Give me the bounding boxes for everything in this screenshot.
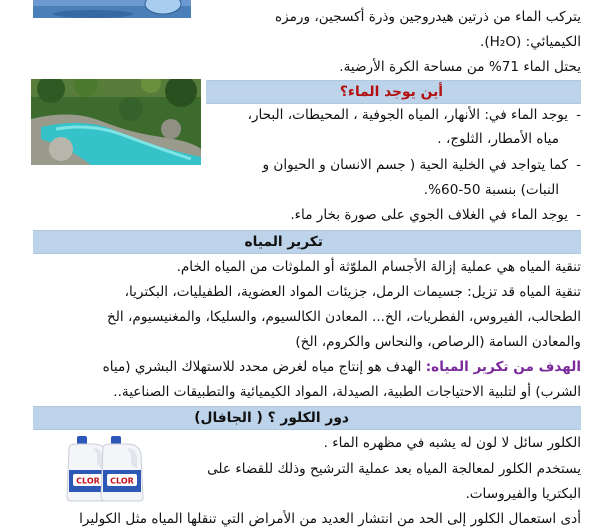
refine-paragraph-1: تنقية المياه هي عملية إزالة الأجسام الملوّثة أو الملوثات من المياه الخام. xyxy=(176,259,581,275)
refine-goal-line-2: الشرب) أو لتلبية الاحتياجات الطبية، الصيدلة، المواد الكيميائية والتطبيقات الصناعية.. xyxy=(113,384,581,400)
where-bullet-2-line-1 xyxy=(262,156,581,175)
refine-goal-label: الهدف من تكرير المياه: xyxy=(425,359,581,375)
where-bullet-2-text: كما يتواجد في الخلية الحية ( جسم الانسان و الحيوان و xyxy=(262,157,569,173)
where-bullet-2-line-2: النبات) بنسبة 50-60%. xyxy=(423,182,559,198)
where-bullet-3-text: يوجد الماء في الغلاف الجوي على صورة بخار ماء. xyxy=(290,207,569,223)
intro-line-2: الكيميائي: (H₂O). xyxy=(480,34,581,50)
section-bar-refine xyxy=(33,230,581,254)
water-drop-image xyxy=(33,0,191,18)
section-bar-where xyxy=(206,80,581,104)
where-bullet-1-line-2: مياه الأمطار، الثلوج، . xyxy=(437,131,559,147)
where-bullet-1-line-1 xyxy=(248,106,581,125)
section-bar-chlorine xyxy=(33,406,581,430)
chlorine-paragraph-2-line-1: يستخدم الكلور لمعالجة المياه بعد عملية الترشيح وذلك للقضاء على xyxy=(207,461,581,477)
intro-line-1: يتركب الماء من ذرتين هيدروجين وذرة أكسجين، ورمزه xyxy=(275,9,581,25)
section-title-chlorine: دور الكلور ؟ ( الجافال) xyxy=(194,410,349,426)
chlorine-paragraph-2-line-2: البكتريا والفيروسات. xyxy=(465,486,581,502)
svg-text:CLOR: CLOR xyxy=(76,476,100,486)
section-title-refine: تكرير المياه xyxy=(244,234,323,250)
river-image xyxy=(31,79,201,165)
where-bullet-1-text: يوجد الماء في: الأنهار، المياه الجوفية ، المحيطات، البحار، xyxy=(247,107,569,123)
section-title-where: أين يوجد الماء؟ xyxy=(339,84,443,100)
refine-goal-line-1 xyxy=(103,358,581,376)
refine-paragraph-2-line-2: الطحالب، الفيروس، الفطريات، الخ... المعادن الكالسيوم، والسليكا، والمغنيسيوم، الخ xyxy=(107,309,581,325)
bleach-bottles-image xyxy=(63,434,169,502)
where-bullet-3 xyxy=(290,206,581,225)
refine-goal-text: الهدف هو إنتاج مياه لغرض محدد للاستهلاك البشري (مياه xyxy=(102,359,426,375)
bullet-dash: - xyxy=(568,158,581,173)
svg-text:CLOR: CLOR xyxy=(110,476,134,486)
intro-line-3: يحتل الماء 71% من مساحة الكرة الأرضية. xyxy=(339,59,581,75)
chlorine-paragraph-1: الكلور سائل لا لون له يشبه في مظهره الماء . xyxy=(323,435,581,451)
chlorine-paragraph-3: أدى استعمال الكلور إلى الحد من انتشار العديد من الأمراض التي تنقلها المياه مثل الكوليرا xyxy=(79,511,581,527)
refine-paragraph-2-line-1: تنقية المياه قد تزيل: جسيمات الرمل، جزيئات المواد العضوية، الطفيليات، البكتريا، xyxy=(124,284,581,300)
bullet-dash: - xyxy=(568,108,581,123)
bleach-bottle-2 xyxy=(101,436,143,501)
refine-paragraph-2-line-3: والمعادن السامة (الرصاص، والنحاس والكروم، الخ) xyxy=(295,334,581,350)
bullet-dash: - xyxy=(568,208,581,223)
